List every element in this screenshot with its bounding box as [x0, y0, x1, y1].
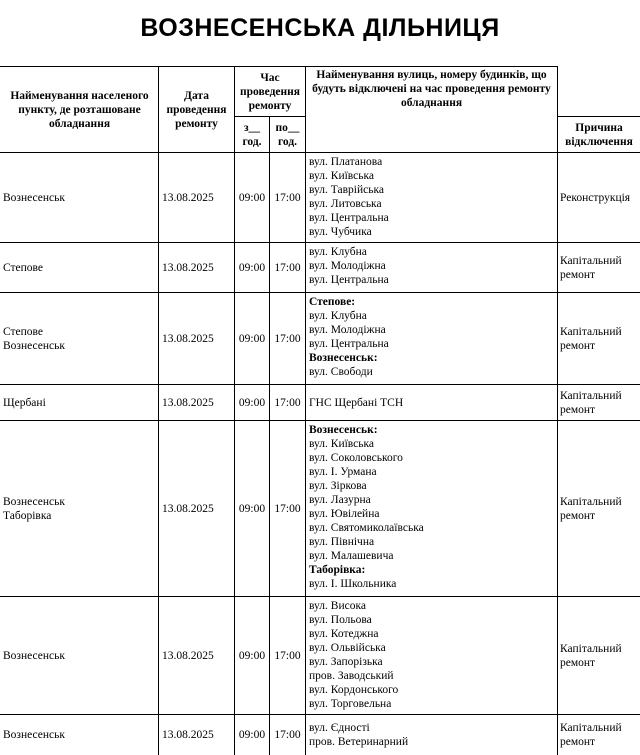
cell-settlement — [3, 293, 157, 384]
street-item: ГНС Щербані ТСН — [309, 396, 404, 409]
street-item: вул. Кордонського — [309, 684, 399, 696]
time-to-value: 17:00 — [274, 502, 301, 515]
settlement-name: Вознесенськ — [3, 191, 65, 204]
street-item: вул. Ювілейна — [309, 508, 380, 520]
cell-time-to — [270, 243, 305, 292]
cell-reason — [560, 243, 640, 292]
date-value: 13.08.2025 — [162, 729, 214, 741]
street-item: вул. Таврійська — [309, 184, 385, 196]
reason-value: Капітальний ремонт — [560, 389, 622, 416]
time-from-value: 09:00 — [238, 261, 266, 274]
settlement-name: Щербані — [3, 396, 46, 409]
cell-reason — [560, 385, 640, 420]
street-item: пров. Ветеринарний — [309, 736, 409, 748]
street-list — [309, 295, 555, 379]
reason-value: Капітальний ремонт — [560, 325, 622, 352]
header-time — [235, 67, 305, 116]
street-list — [309, 599, 555, 711]
street-item: вул. Свободи — [309, 366, 373, 378]
cell-time-from — [235, 421, 269, 596]
settlement-lines — [3, 728, 65, 742]
time-from-value: 09:00 — [238, 649, 266, 662]
cell-date — [162, 421, 234, 596]
street-item: вул. Запорізька — [309, 656, 383, 668]
date-value: 13.08.2025 — [162, 502, 214, 515]
time-to-value: 17:00 — [274, 332, 301, 345]
header-to-text: по__ год. — [275, 121, 300, 148]
reason-value: Капітальний ремонт — [560, 254, 622, 281]
header-to — [270, 117, 305, 152]
date-value: 13.08.2025 — [162, 191, 214, 204]
time-from-value: 09:00 — [238, 396, 266, 409]
settlement-lines — [3, 649, 65, 663]
street-list — [309, 155, 555, 239]
header-streets — [307, 68, 556, 152]
settlement-lines — [3, 325, 65, 353]
time-to-value: 17:00 — [274, 649, 301, 662]
cell-date — [162, 293, 234, 384]
street-group-heading: Вознесенськ: — [309, 424, 378, 436]
reason-value: Капітальний ремонт — [560, 495, 622, 522]
cell-date — [162, 715, 234, 755]
header-time-text: Час проведення ремонту — [239, 71, 301, 112]
settlement-name: Вознесенськ — [3, 729, 65, 741]
reason-value: Капітальний ремонт — [560, 642, 622, 669]
street-item: вул. Торговельна — [309, 698, 392, 710]
street-item: вул. Київська — [309, 170, 375, 182]
cell-streets — [309, 245, 555, 292]
cell-streets — [309, 715, 555, 755]
time-from-value: 09:00 — [238, 191, 266, 204]
street-item: вул. Лазурна — [309, 494, 371, 506]
header-settlement-text: Найменування населеного пункту, де розташоване обладнання — [10, 89, 149, 130]
street-list — [309, 423, 555, 591]
date-value: 13.08.2025 — [162, 396, 214, 409]
cell-reason — [560, 597, 640, 714]
street-list — [309, 721, 408, 749]
street-group-heading: Таборівка: — [309, 564, 366, 576]
cell-time-from — [235, 153, 269, 242]
cell-streets — [309, 385, 555, 420]
street-item: вул. Литовська — [309, 198, 382, 210]
street-item: вул. Малашевича — [309, 550, 394, 562]
cell-time-to — [270, 153, 305, 242]
cell-date — [162, 385, 234, 420]
cell-time-from — [235, 385, 269, 420]
street-item: вул. Київська — [309, 438, 375, 450]
cell-reason — [560, 715, 640, 755]
cell-settlement — [3, 421, 157, 596]
street-item: вул. Польова — [309, 614, 372, 626]
cell-date — [162, 153, 234, 242]
street-item: вул. Клубна — [309, 246, 367, 258]
cell-settlement — [3, 597, 157, 714]
cell-streets — [309, 599, 555, 714]
cell-reason — [560, 421, 640, 596]
cell-date — [162, 597, 234, 714]
settlement-lines — [3, 261, 43, 275]
street-item: вул. Висока — [309, 600, 366, 612]
cell-date — [162, 243, 234, 292]
time-to-value: 17:00 — [274, 396, 301, 409]
settlement-name: Вознесенськ — [3, 649, 65, 662]
cell-time-to — [270, 421, 305, 596]
cell-time-to — [270, 385, 305, 420]
settlement-lines — [3, 191, 65, 205]
cell-time-to — [270, 293, 305, 384]
street-item: вул. Центральна — [309, 338, 389, 350]
cell-reason — [560, 153, 640, 242]
street-item: вул. Платанова — [309, 156, 383, 168]
cell-time-from — [235, 293, 269, 384]
street-item: пров. Заводський — [309, 670, 394, 682]
header-reason-text: Причина відключення — [565, 121, 633, 148]
cell-settlement — [3, 385, 157, 420]
street-item: вул. Центральна — [309, 274, 389, 286]
street-item: вул. Клубна — [309, 310, 367, 322]
cell-time-from — [235, 715, 269, 755]
reason-value: Реконструкція — [560, 191, 631, 204]
date-value: 13.08.2025 — [162, 261, 214, 274]
cell-time-to — [270, 597, 305, 714]
reason-value: Капітальний ремонт — [560, 722, 622, 748]
time-from-value: 09:00 — [238, 332, 266, 345]
header-from — [235, 117, 269, 152]
settlement-name: Вознесенськ — [3, 495, 65, 508]
time-to-value: 17:00 — [274, 261, 301, 274]
date-value: 13.08.2025 — [162, 649, 214, 662]
street-item: вул. І. Урмана — [309, 466, 377, 478]
street-item: вул. Центральна — [309, 212, 389, 224]
date-value: 13.08.2025 — [162, 332, 214, 345]
cell-settlement — [3, 715, 157, 755]
header-settlement — [2, 67, 157, 152]
settlement-name: Вознесенськ — [3, 339, 65, 352]
cell-time-from — [235, 243, 269, 292]
street-group-heading: Степове: — [309, 296, 356, 308]
time-from-value: 09:00 — [238, 729, 266, 741]
street-item: вул. Чубчика — [309, 226, 372, 238]
time-to-value: 17:00 — [274, 729, 301, 741]
cell-settlement — [3, 243, 157, 292]
settlement-lines — [3, 396, 46, 410]
header-date-text: Дата проведення ремонту — [166, 89, 227, 130]
cell-streets — [309, 423, 555, 596]
street-item: вул. Північна — [309, 536, 375, 548]
cell-time-from — [235, 597, 269, 714]
street-item: вул. Святомиколаївська — [309, 522, 424, 534]
time-to-value: 17:00 — [274, 191, 301, 204]
street-item: вул. Єдності — [309, 722, 370, 734]
header-from-text: з__ год. — [242, 121, 262, 148]
street-group-heading: Вознесенськ: — [309, 352, 378, 364]
street-list — [309, 396, 403, 410]
street-item: вул. Молодіжна — [309, 324, 386, 336]
cell-reason — [560, 293, 640, 384]
settlement-lines — [3, 495, 65, 523]
street-item: вул. Зіркова — [309, 480, 367, 492]
settlement-name: Таборівка — [3, 509, 52, 522]
time-from-value: 09:00 — [238, 502, 266, 515]
street-item: вул. І. Школьника — [309, 578, 397, 590]
street-item: вул. Молодіжна — [309, 260, 386, 272]
cell-settlement — [3, 153, 157, 242]
street-list — [309, 245, 555, 287]
page-title: ВОЗНЕСЕНСЬКА ДІЛЬНИЦЯ — [140, 14, 500, 42]
header-streets-text: Найменування вулиць, номеру будинків, що будуть відключені на час проведення ремонту обладнання — [312, 69, 551, 109]
settlement-name: Степове — [3, 261, 44, 274]
street-item: вул. Ольвійська — [309, 642, 386, 654]
cell-streets — [309, 295, 555, 384]
cell-time-to — [270, 715, 305, 755]
header-date — [160, 67, 233, 152]
settlement-name: Степове — [3, 325, 44, 338]
street-item: вул. Соколовського — [309, 452, 403, 464]
cell-streets — [309, 155, 555, 242]
header-reason — [558, 117, 640, 152]
street-item: вул. Котеджна — [309, 628, 379, 640]
